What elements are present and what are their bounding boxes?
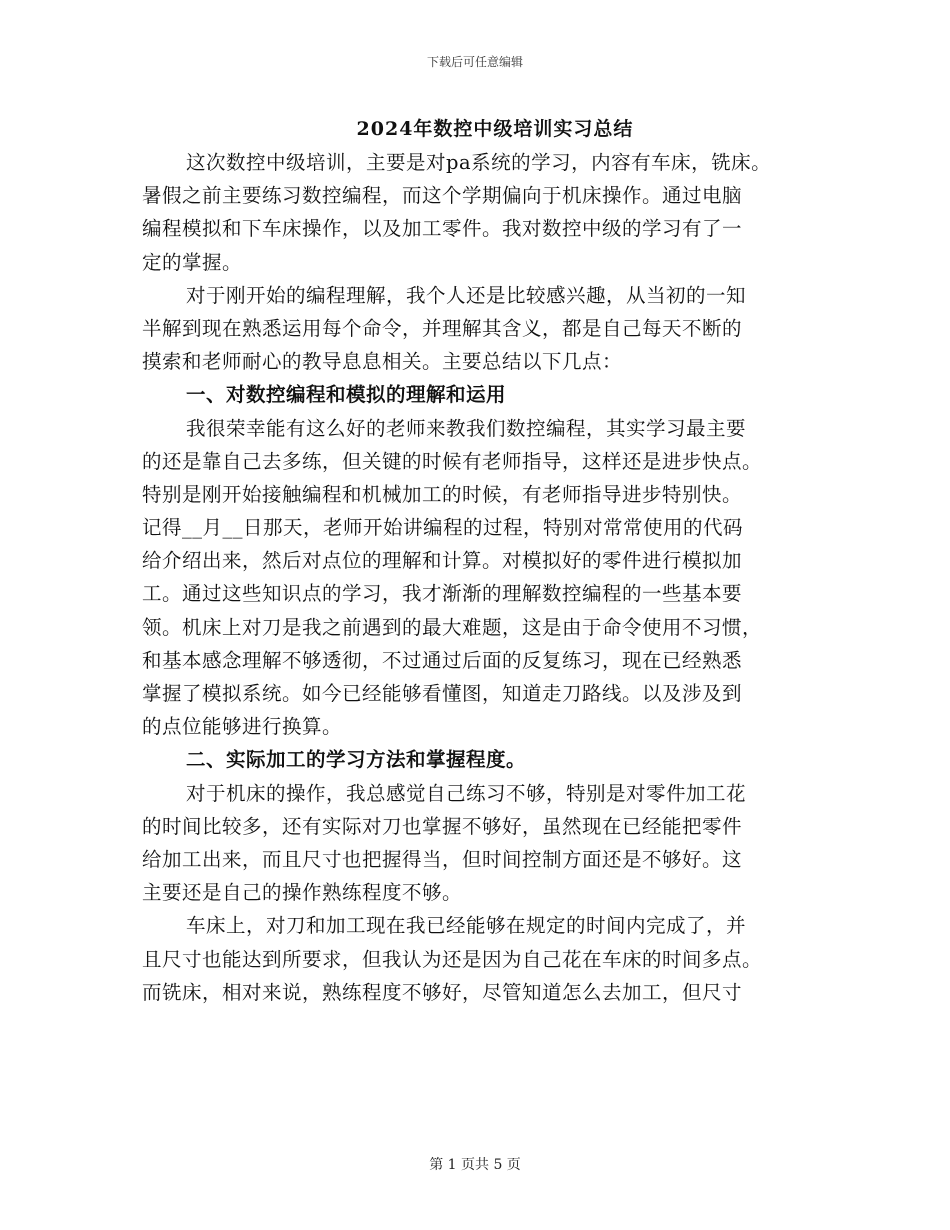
paragraph-line: 我很荣幸能有这么好的老师来教我们数控编程，其实学习最主要 bbox=[186, 416, 747, 440]
paragraph-line: 和基本感念理解不够透彻，不过通过后面的反复练习，现在已经熟悉 bbox=[142, 648, 743, 672]
paragraph-line: 对于机床的操作，我总感觉自己练习不够，特别是对零件加工花 bbox=[186, 781, 747, 805]
header-note: 下载后可任意编辑 bbox=[426, 55, 523, 69]
paragraph-line: 的时间比较多，还有实际对刀也掌握不够好，虽然现在已经能把零件 bbox=[142, 814, 743, 838]
paragraph-line: 给加工出来，而且尺寸也把握得当，但时间控制方面还是不够好。这 bbox=[142, 847, 743, 871]
paragraph-line: 编程模拟和下车床操作，以及加工零件。我对数控中级的学习有了一 bbox=[142, 217, 743, 241]
paragraph-line: 的点位能够进行换算。 bbox=[142, 715, 343, 739]
paragraph-line: 车床上，对刀和加工现在我已经能够在规定的时间内完成了，并 bbox=[186, 914, 747, 938]
paragraph-line: 且尺寸也能达到所要求，但我认为还是因为自己花在车床的时间多点。 bbox=[142, 947, 763, 971]
document-body bbox=[142, 146, 822, 1009]
paragraph-line: 而铣床，相对来说，熟练程度不够好，尽管知道怎么去加工，但尺寸 bbox=[142, 980, 743, 1004]
paragraph-line: 的还是靠自己去多练，但关键的时候有老师指导，这样还是进步快点。 bbox=[142, 449, 763, 473]
section-heading: 一、对数控编程和模拟的理解和运用 bbox=[186, 383, 507, 407]
paragraph-line: 暑假之前主要练习数控编程，而这个学期偏向于机床操作。通过电脑 bbox=[142, 184, 743, 208]
paragraph-line: 这次数控中级培训，主要是对pa系统的学习，内容有车床，铣床。 bbox=[186, 151, 772, 174]
paragraph-line: 工。通过这些知识点的学习，我才渐渐的理解数控编程的一些基本要 bbox=[142, 582, 743, 606]
paragraph-line: 主要还是自己的操作熟练程度不够。 bbox=[142, 881, 463, 905]
paragraph-line: 领。机床上对刀是我之前遇到的最大难题，这是由于命令使用不习惯， bbox=[142, 615, 763, 639]
paragraph-line: 定的掌握。 bbox=[142, 250, 243, 274]
paragraph-line: 给介绍出来，然后对点位的理解和计算。对模拟好的零件进行模拟加 bbox=[142, 549, 743, 573]
page-footer: 第 1 页共 5 页 bbox=[429, 1157, 521, 1173]
paragraph-line: 对于刚开始的编程理解，我个人还是比较感兴趣，从当初的一知 bbox=[186, 283, 747, 307]
paragraph-line: 半解到现在熟悉运用每个命令，并理解其含义，都是自己每天不断的 bbox=[142, 316, 743, 340]
paragraph-line: 特别是刚开始接触编程和机械加工的时候，有老师指导进步特别快。 bbox=[142, 482, 743, 506]
paragraph-line: 摸索和老师耐心的教导息息相关。主要总结以下几点： bbox=[142, 350, 623, 374]
document-title: 2024年数控中级培训实习总结 bbox=[356, 118, 634, 140]
paragraph-line: 记得__月__日那天，老师开始讲编程的过程，特别对常常使用的代码 bbox=[142, 516, 744, 540]
section-heading: 二、实际加工的学习方法和掌握程度。 bbox=[186, 748, 527, 772]
paragraph-line: 掌握了模拟系统。如今已经能够看懂图，知道走刀路线。以及涉及到 bbox=[142, 682, 743, 705]
